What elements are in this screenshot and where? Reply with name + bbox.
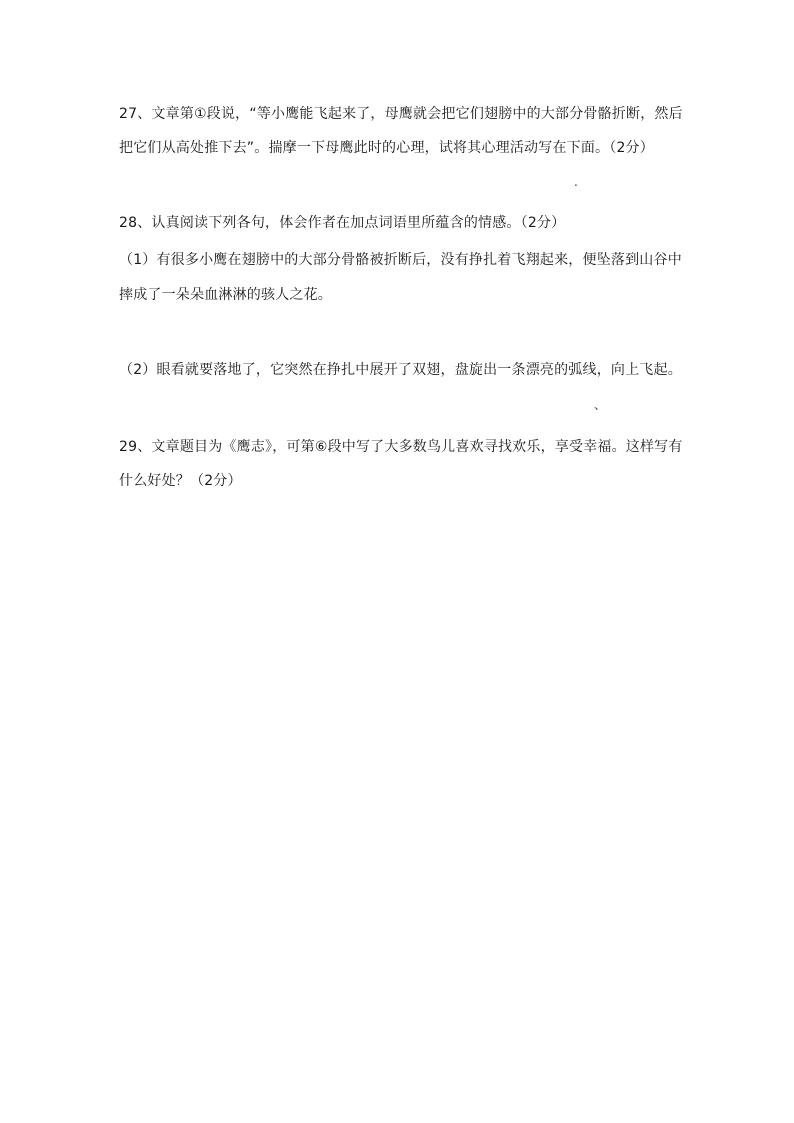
stray-comma-mark: 、 [594, 398, 607, 412]
q27-line-2: 把它们从高处推下去”。揣摩一下母鹰此时的心理，试将其心理活动写在下面。（2分） [119, 140, 654, 156]
q28-item1-line-2: 摔成了一朵朵血淋淋的骇人之花。 [119, 287, 332, 303]
q29-line-1: 29、文章题目为《鹰志》，可第⑥段中写了大多数鸟儿喜欢寻找欢乐，享受幸福。这样写有 [119, 439, 683, 455]
q28-line-1: 28、认真阅读下列各句，体会作者在加点词语里所蕴含的情感。（2分） [119, 215, 566, 231]
stray-dot-mark: . [574, 175, 578, 189]
q29-line-2: 什么好处？（2分） [119, 473, 242, 489]
q28-item2-line-1: （2）眼看就要落地了，它突然在挣扎中展开了双翅，盘旋出一条漂亮的弧线，向上飞起。 [119, 362, 682, 378]
q27-line-1: 27、文章第①段说，“等小鹰能飞起来了，母鹰就会把它们翅膀中的大部分骨骼折断，然后 [119, 106, 683, 122]
q28-item1-line-1: （1）有很多小鹰在翅膀中的大部分骨骼被折断后，没有挣扎着飞翔起来，便坠落到山谷中 [119, 252, 682, 268]
